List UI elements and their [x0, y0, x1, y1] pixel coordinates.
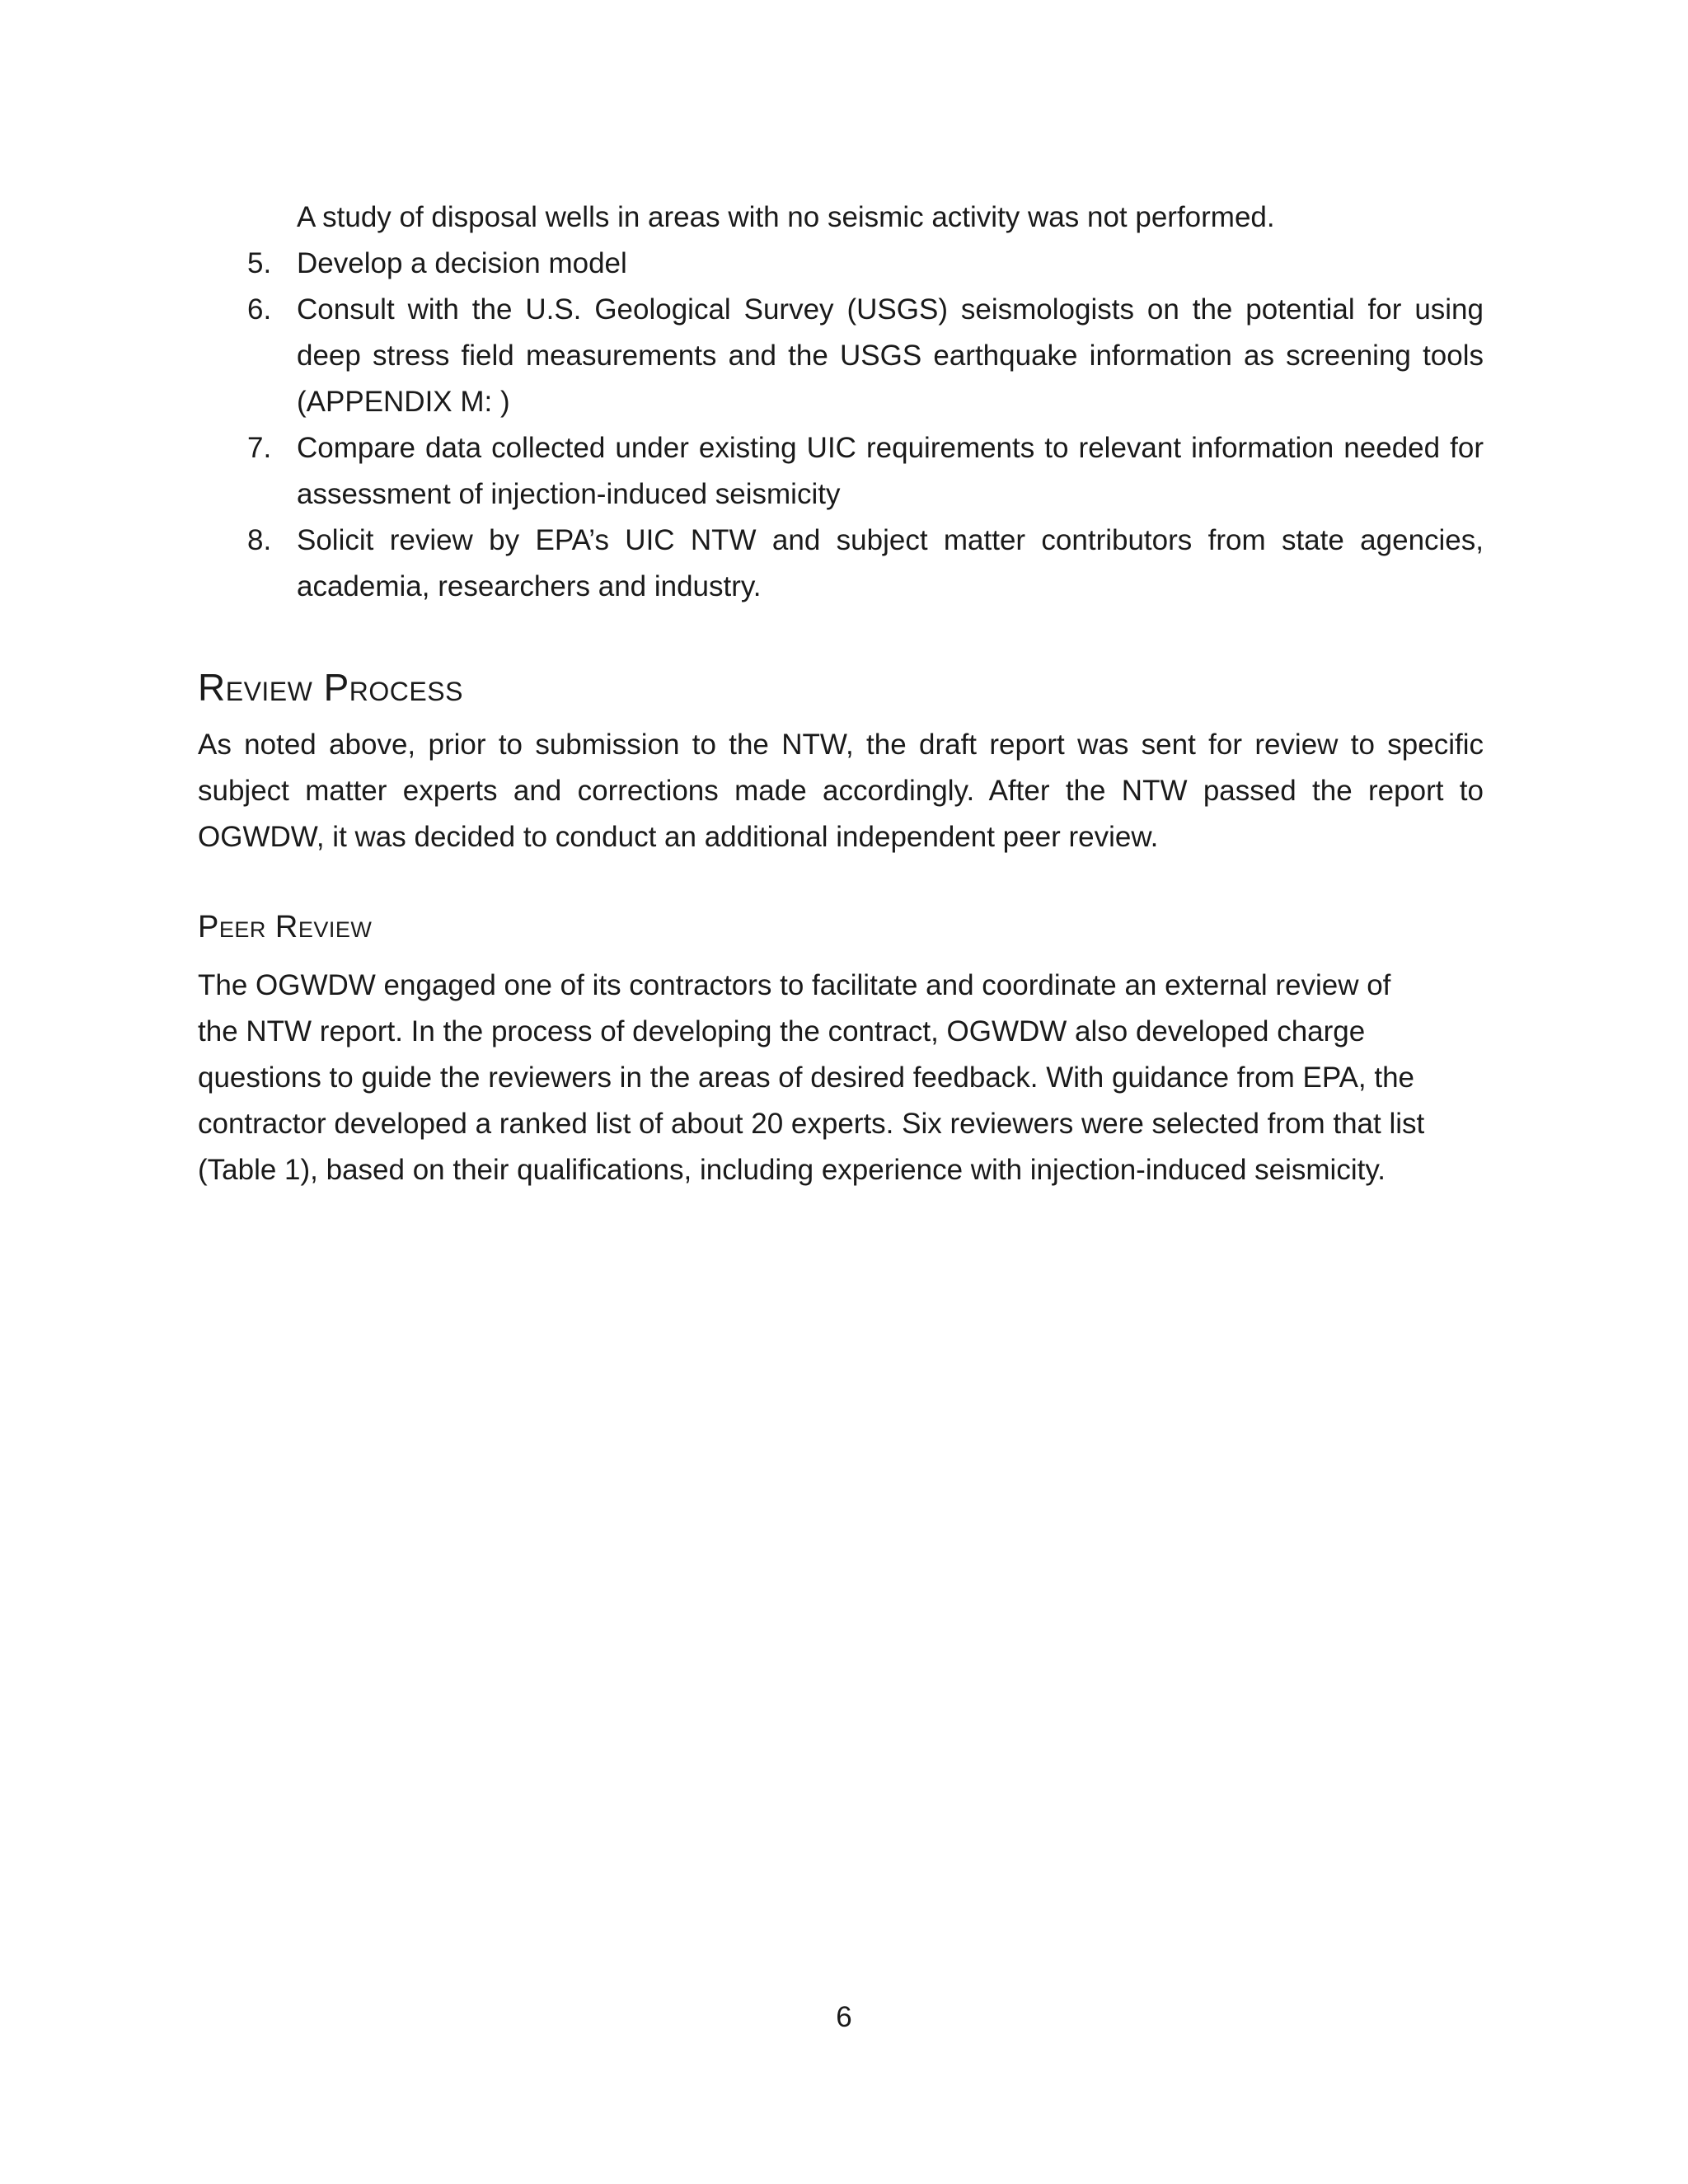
- page-number: 6: [836, 2001, 852, 2033]
- list-item-text: Consult with the U.S. Geological Survey (USGS) seismologists on the potential for using deep stress field measurements and the USGS earthquake information as screening tools (APPENDIX M: ): [297, 293, 1484, 418]
- list-item-number: 7.: [247, 432, 272, 464]
- list-item-number: 5.: [247, 247, 272, 279]
- review-process-heading: Review Process: [198, 666, 463, 709]
- list-item-text: Solicit review by EPA’s UIC NTW and subject matter contributors from state agencies, academia, researchers and industry.: [297, 524, 1484, 602]
- list-item: [198, 241, 1484, 287]
- list-item-number: 8.: [247, 524, 272, 556]
- list-item: [198, 287, 1484, 425]
- list-item-continuation: A study of disposal wells in areas with no seismic activity was not performed.: [297, 201, 1275, 233]
- list-item-text: Develop a decision model: [297, 247, 627, 279]
- list-item: [198, 518, 1484, 610]
- review-process-paragraph: As noted above, prior to submission to the NTW, the draft report was sent for review to specific subject matter experts and corrections made accordingly. After the NTW passed the report to OGWDW, it was decided to conduct an additional independent peer review.: [198, 729, 1484, 853]
- list-item-number: 6.: [247, 293, 272, 326]
- list-item: [198, 425, 1484, 518]
- peer-review-paragraph: The OGWDW engaged one of its contractors to facilitate and coordinate an external review of the NTW report. In the process of developing the contract, OGWDW also developed charge questions to guide the reviewers in the areas of desired feedback. With guidance from EPA, the contractor developed a ranked list of about 20 experts. Six reviewers were selected from that list (Table 1), based on their qualifications, including experience with injection-induced seismicity.: [198, 969, 1425, 1186]
- peer-review-heading: Peer Review: [198, 910, 373, 944]
- list-item-text: Compare data collected under existing UIC requirements to relevant information needed for assessment of injection-induced seismicity: [297, 432, 1484, 510]
- numbered-list: [198, 241, 1484, 610]
- page-content: [198, 194, 1484, 1193]
